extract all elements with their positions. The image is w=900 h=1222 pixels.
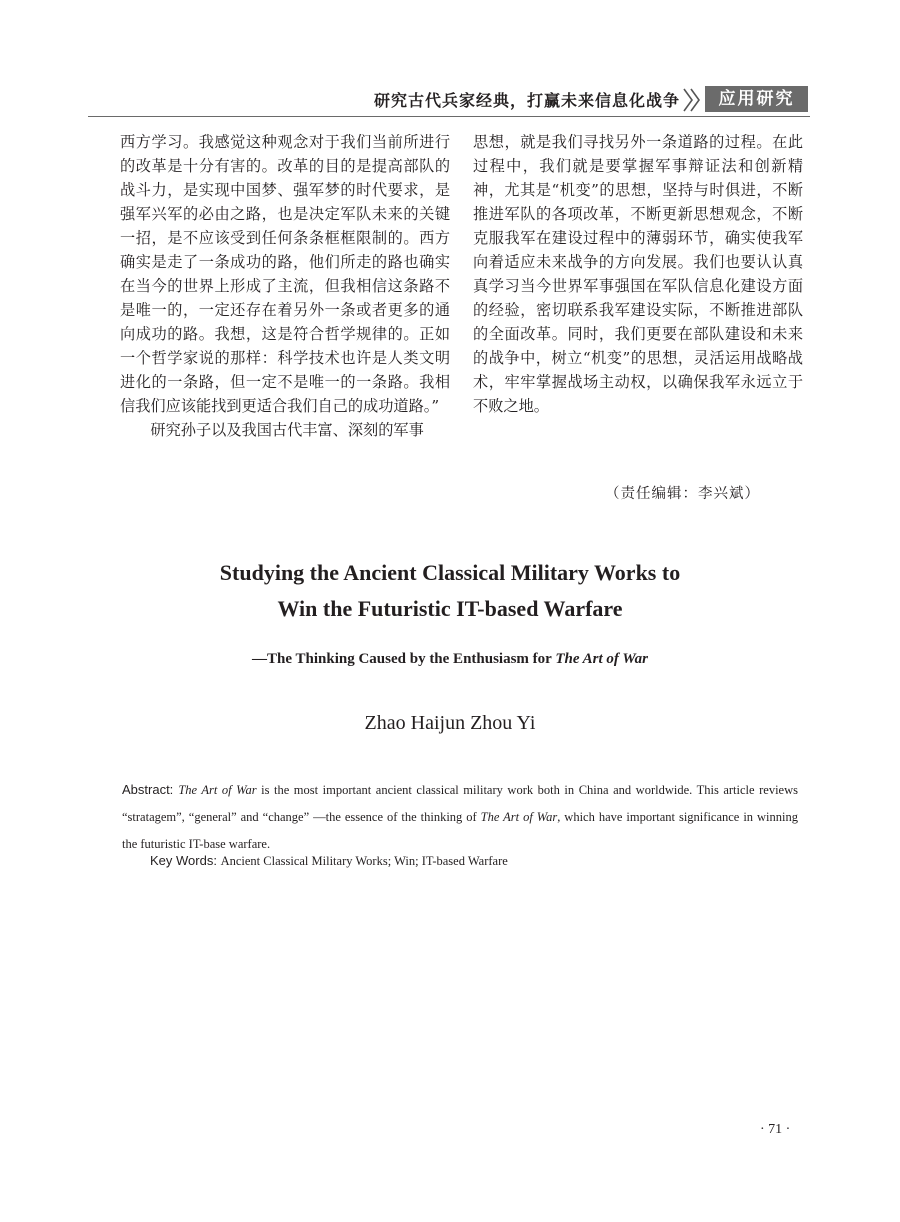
english-title-line-1: Studying the Ancient Classical Military Works to xyxy=(219,560,681,585)
abstract-text-2: , which have important significance in winning the futuristic IT-base warfare. xyxy=(122,810,798,851)
page-number: · 71 · xyxy=(760,1122,791,1137)
left-column xyxy=(120,130,450,442)
abstract-label: Abstract: xyxy=(122,782,179,797)
subtitle-prefix: —The Thinking Caused by the Enthusiasm for xyxy=(252,651,556,667)
keywords-text: Ancient Classical Military Works; Win; IT-based Warfare xyxy=(220,854,508,868)
abstract-book-title-1: The Art of War xyxy=(178,783,257,797)
editor-note: （责任编辑：李兴斌） xyxy=(605,486,760,502)
left-paragraph-2: 研究孙子以及我国古代丰富、深刻的军事 xyxy=(150,421,424,439)
right-paragraph-1: 思想，就是我们寻找另外一条道路的过程。在此过程中，我们就是要掌握军事辩证法和创新精神，尤其是“机变”的思想，坚持与时俱进，不断推进军队的各项改革，不断更新思想观念，不断克服我军在建设过程中的薄弱环节，确实使我军向着适应未来战争的方向发展。我们也要认认真真学习当今世界军事强国在军队信息化建设方面的经验，密切联系我军建设实际，不断推进部队的全面改革。同时，我们更要在部队建设和未来的战争中，树立“机变”的思想，灵活运用战略战术，牢牢掌握战场主动权，以确保我军永远立于不败之地。 xyxy=(473,133,803,415)
running-header xyxy=(88,84,810,117)
english-subtitle xyxy=(0,651,900,668)
keywords xyxy=(150,853,508,869)
abstract-book-title-2: The Art of War xyxy=(480,810,558,824)
left-paragraph-1: 西方学习。我感觉这种观念对于我们当前所进行的改革是十分有害的。改革的目的是提高部队的战斗力，是实现中国梦、强军梦的时代要求，是强军兴军的必由之路，也是决定军队未来的关键一招，是不应该受到任何条条框框限制的。西方确实是走了一条成功的路，他们所走的路也确实在当今的世界上形成了主流，但我相信这条路不是唯一的，一定还存在着另外一条或者更多的通向成功的路。我想，这是符合哲学规律的。正如一个哲学家说的那样：科学技术也许是人类文明进化的一条路，但一定不是唯一的一条路。我相信我们应该能找到更适合我们自己的成功道路。” xyxy=(120,133,450,415)
right-column xyxy=(473,130,803,418)
abstract-text-1: is the most important ancient classical military work both in China and worldwide. This article reviews “stratagem”, “general” and “change” —the essence of the thinking of xyxy=(122,783,798,824)
abstract xyxy=(122,776,798,858)
section-tag: 应用研究 xyxy=(705,86,808,112)
keywords-label: Key Words: xyxy=(150,853,221,868)
authors: Zhao Haijun Zhou Yi xyxy=(364,712,536,734)
subtitle-book-title: The Art of War xyxy=(555,651,648,667)
english-title-line-2: Win the Futuristic IT-based Warfare xyxy=(277,596,623,621)
double-chevron-icon xyxy=(682,87,704,113)
running-title: 研究古代兵家经典，打赢未来信息化战争 xyxy=(373,91,680,110)
